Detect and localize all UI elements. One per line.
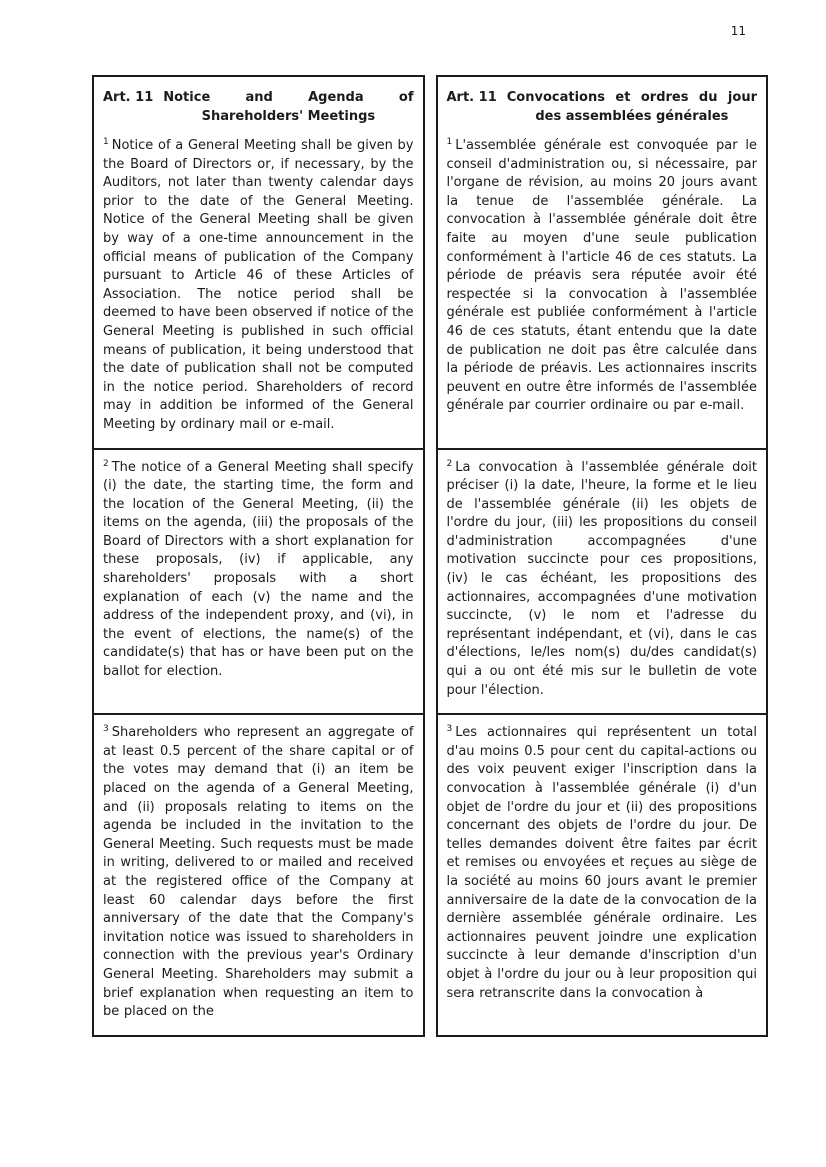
paragraph-2-french-text: La convocation à l'assemblée générale doit préciser (i) la date, l'heure, la forme et le lieu de l'assemblée générale (ii) les objets de l'ordre du jour, (iii) les propositions du conseil d'administration accompagnées d'une motivation succincte pour ces propositions, (iv) le cas échéant, les propositions des actionnaires, accompagnées d'une motivation succincte, (v) le nom et l'adresse du représentant indépendant, et (vi), dans le cas d'élections, le/les nom(s) du/des candidat(s) qui a ou ont été mis sur le bulletin de vote pour l'élection. [446,459,757,698]
paragraph-2-english [103,459,414,682]
article-number-french: Art. 11 [446,90,497,105]
paragraph-1-english [103,137,414,435]
paragraph-3-english-number: 3 [103,724,109,735]
article-title-english: Notice and Agenda of Shareholders' Meetings [163,90,414,124]
article-title-french: Convocations et ordres du jour des assemblées générales [506,90,757,124]
paragraph-3-french-text: Les actionnaires qui représentent un total d'au moins 0.5 pour cent du capital-actions ou des voix peuvent exiger l'inscription dans la convocation à l'assemblée générale (i) d'un objet de l'ordre du jour et (ii) des propositions concernant des objets de l'ordre du jour. De telles demandes doivent être faites par écrit et remises ou envoyées et reçues au siège de la société au moins 60 jours avant le premier anniversaire de la date de la convocation de la dernière assemblée générale ordinaire. Les actionnaires peuvent joindre une explication succincte à leur demande d'inscription d'un objet à l'ordre du jour ou à leur proposition qui sera retranscrite dans la convocation à [446,725,757,1001]
paragraph-2-french [447,459,758,701]
paragraph-3-english-text: Shareholders who represent an aggregate of at least 0.5 percent of the share capital or of the votes may demand that (i) an item be placed on the agenda of a General Meeting, and (ii) proposals relating to items on the agenda be included in the invitation to the General Meeting. Such requests must be made in writing, delivered to or mailed and received at the registered office of the Company at least 60 calendar days before the first anniversary of the date that the Company's invitation notice was issued to shareholders in connection with the previous year's Ordinary General Meeting. Shareholders may submit a brief explanation when requesting an item to be placed on the [103,725,414,1020]
paragraph-3-english [103,724,414,1022]
cell-french-para2 [436,450,769,716]
bilingual-articles-table [92,75,768,1037]
article-header-french [447,88,758,126]
page-number: 11 [730,24,746,38]
article-header-english [103,88,414,126]
paragraph-3-french-number: 3 [446,724,453,735]
paragraph-1-english-number: 1 [103,137,109,147]
cell-french-article-header-and-para1 [436,75,769,450]
paragraph-3-french [447,724,758,1003]
paragraph-2-english-number: 2 [103,458,109,469]
paragraph-2-french-number: 2 [446,458,453,469]
cell-french-para3 [436,715,769,1037]
cell-english-article-header-and-para1 [92,75,425,450]
paragraph-1-french [447,137,758,416]
article-number-english: Art. 11 [103,90,154,105]
paragraph-1-french-number: 1 [446,137,453,147]
cell-english-para2 [92,450,425,716]
cell-english-para3 [92,715,425,1037]
paragraph-1-french-text: L'assemblée générale est convoquée par le conseil d'administration ou, si nécessaire, par l'organe de révision, au moins 20 jours avant la tenue de l'assemblée générale. La convocation à l'assemblée générale doit être faite au moyen d'une seule publication conformément à l'article 46 de ces statuts. La période de préavis sera réputée avoir été respectée si la convocation à l'assemblée générale est publiée conformément à l'article 46 de ces statuts, étant entendu que la date de publication ne doit pas être calculée dans la période de préavis. Les actionnaires inscrits peuvent en outre être informés de l'assemblée générale par courrier ordinaire ou par e-mail. [446,138,757,414]
paragraph-1-english-text: Notice of a General Meeting shall be given by the Board of Directors or, if necessary, by the Auditors, not later than twenty calendar days prior to the date of the General Meeting. Notice of the General Meeting shall be given by way of a one-time announcement in the official means of publication of the Company pursuant to Article 46 of these Articles of Association. The notice period shall be deemed to have been observed if notice of the General Meeting is published in such official means of publication, it being understood that the date of publication shall not be computed in the notice period. Shareholders of record may in addition be informed of the General Meeting by ordinary mail or e-mail. [103,138,414,432]
paragraph-2-english-text: The notice of a General Meeting shall specify (i) the date, the starting time, the form and the location of the General Meeting, (ii) the items on the agenda, (iii) the proposals of the Board of Directors with a short explanation for these proposals, (iv) if applicable, any shareholders' proposals with a short explanation of each (v) the name and the address of the independent proxy, and (vi), in the event of elections, the name(s) of the candidate(s) that has or have been put on the ballot for election. [103,459,414,680]
